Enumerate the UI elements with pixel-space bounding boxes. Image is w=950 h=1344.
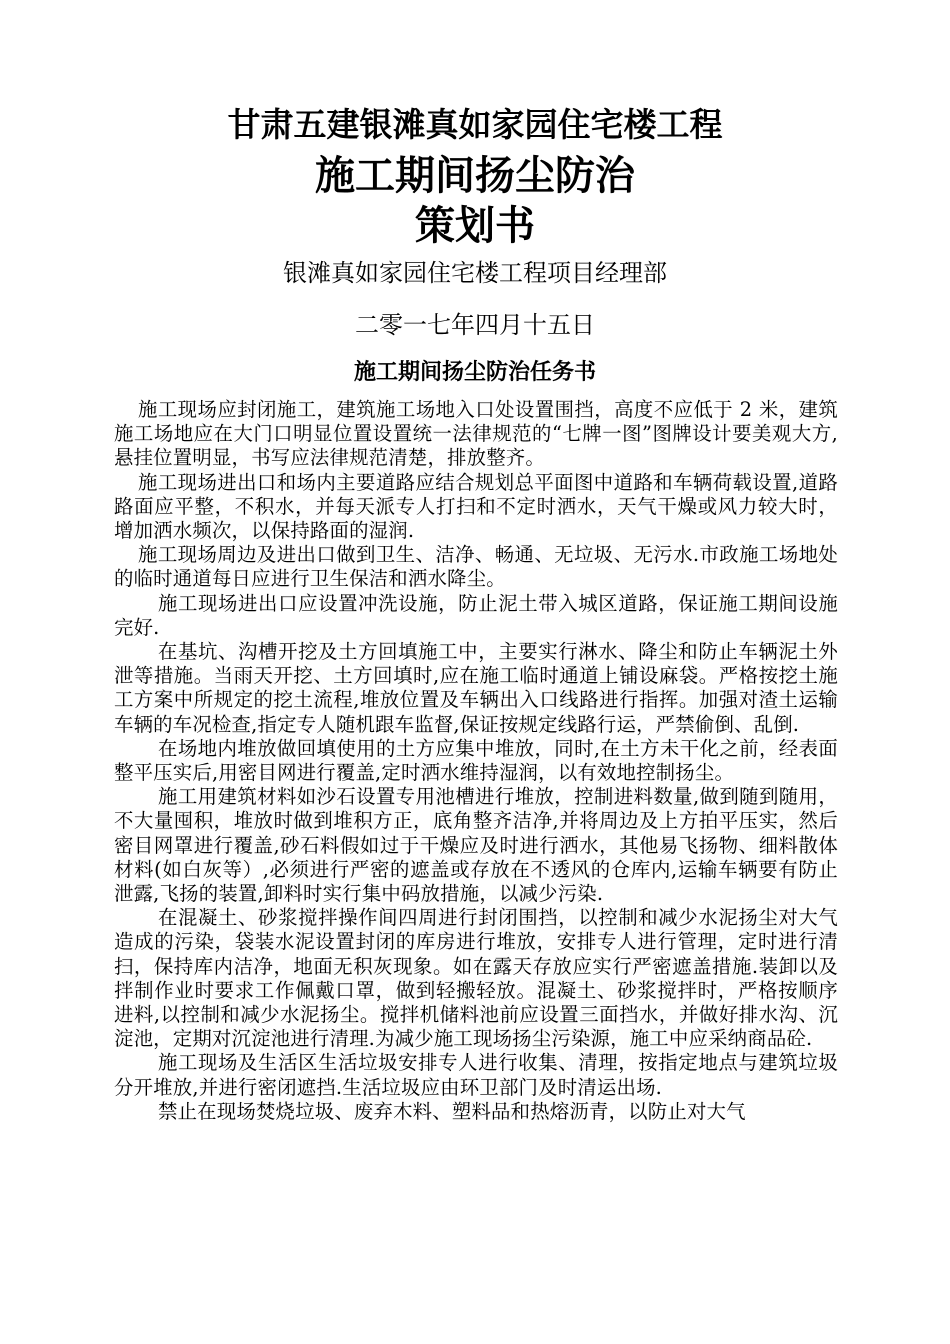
body-text — [114, 398, 838, 1124]
paragraph-wash-facility: 施工现场进出口应设置冲洗设施，防止泥土带入城区道路，保证施工期间设施完好. — [114, 591, 838, 639]
paragraph-earth-storage: 在场地内堆放做回填使用的土方应集中堆放，同时,在土方未干化之前，经表面整平压实后,用密目网进行覆盖,定时洒水维持湿润，以有效地控制扬尘。 — [114, 736, 838, 785]
paragraph-no-burning: 禁止在现场焚烧垃圾、废弃木料、塑料品和热熔沥青，以防止对大气 — [158, 1099, 746, 1123]
paragraph-garbage: 施工现场及生活区生活垃圾安排专人进行收集、清理，按指定地点与建筑垃圾分开堆放,并进行密闭遮挡.生活垃圾应由环卫部门及时清运出场. — [114, 1051, 838, 1099]
paragraph-excavation: 在基坑、沟槽开挖及土方回填施工中，主要实行淋水、降尘和防止车辆泥土外泄等措施。当雨天开挖、土方回填时,应在施工临时通道上铺设麻袋。严格按挖土施工方案中所规定的挖土流程,堆放位置及车辆出入口线路进行指挥。加强对渣土运输车辆的车况检查,指定专人随机跟车监督,保证按规定线路行运，严禁偷倒、乱倒. — [114, 640, 838, 736]
document-title-line1: 甘肃五建银滩真如家园住宅楼工程 — [227, 105, 723, 144]
paragraph-materials: 施工用建筑材料如沙石设置专用池槽进行堆放，控制进料数量,做到随到随用，不大量囤积，堆放时做到堆积方正，底角整齐洁净,并将周边及上方拍平压实，然后密目网罩进行覆盖,砂石料假如过于干燥应及时进行洒水，其他易飞扬物、细料散体材料(如白灰等）,必须进行严密的遮盖或存放在不透风的仓库内,运输车辆要有防止泄露,飞扬的装置,卸料时实行集中码放措施，以减少污染. — [114, 785, 838, 906]
paragraph-enclosure: 施工现场应封闭施工，建筑施工场地入口处设置围挡，高度不应低于 2 米，建筑施工场地应在大门口明显位置设置统一法律规范的“七牌一图”图牌设计要美观大方,悬挂位置明显，书写应法律规范清楚，排放整齐。 — [114, 398, 838, 470]
paragraph-cleanliness: 施工现场周边及进出口做到卫生、洁净、畅通、无垃圾、无污水.市政施工场地处的临时通道每日应进行卫生保洁和洒水降尘。 — [114, 543, 838, 591]
document-title-line2: 施工期间扬尘防治 — [315, 153, 635, 199]
document-date: 二零一七年四月十五日 — [355, 311, 595, 339]
document-title-line3: 策划书 — [415, 203, 535, 249]
task-section-title: 施工期间扬尘防治任务书 — [353, 360, 596, 385]
organization-name: 银滩真如家园住宅楼工程项目经理部 — [283, 259, 667, 287]
paragraph-roads: 施工现场进出口和场内主要道路应结合规划总平面图中道路和车辆荷载设置,道路路面应平整，不积水，并每天派专人打扫和不定时洒水，天气干燥或风力较大时，增加洒水频次，以保持路面的湿润. — [114, 470, 838, 543]
paragraph-concrete-mixing: 在混凝土、砂浆搅拌操作间四周进行封闭围挡，以控制和减少水泥扬尘对大气造成的污染，袋装水泥设置封闭的库房进行堆放，安排专人进行管理，定时进行清扫，保持库内洁净，地面无积灰现象。如在露天存放应实行严密遮盖措施.装卸以及拌制作业时要求工作佩戴口罩，做到轻搬轻放。混凝土、砂浆搅拌时，严格按顺序进料,以控制和减少水泥扬尘。搅拌机储料池前应设置三面挡水，并做好排水沟、沉淀池，定期对沉淀池进行清理.为减少施工现场扬尘污染源，施工中应采纳商品砼. — [114, 906, 838, 1051]
